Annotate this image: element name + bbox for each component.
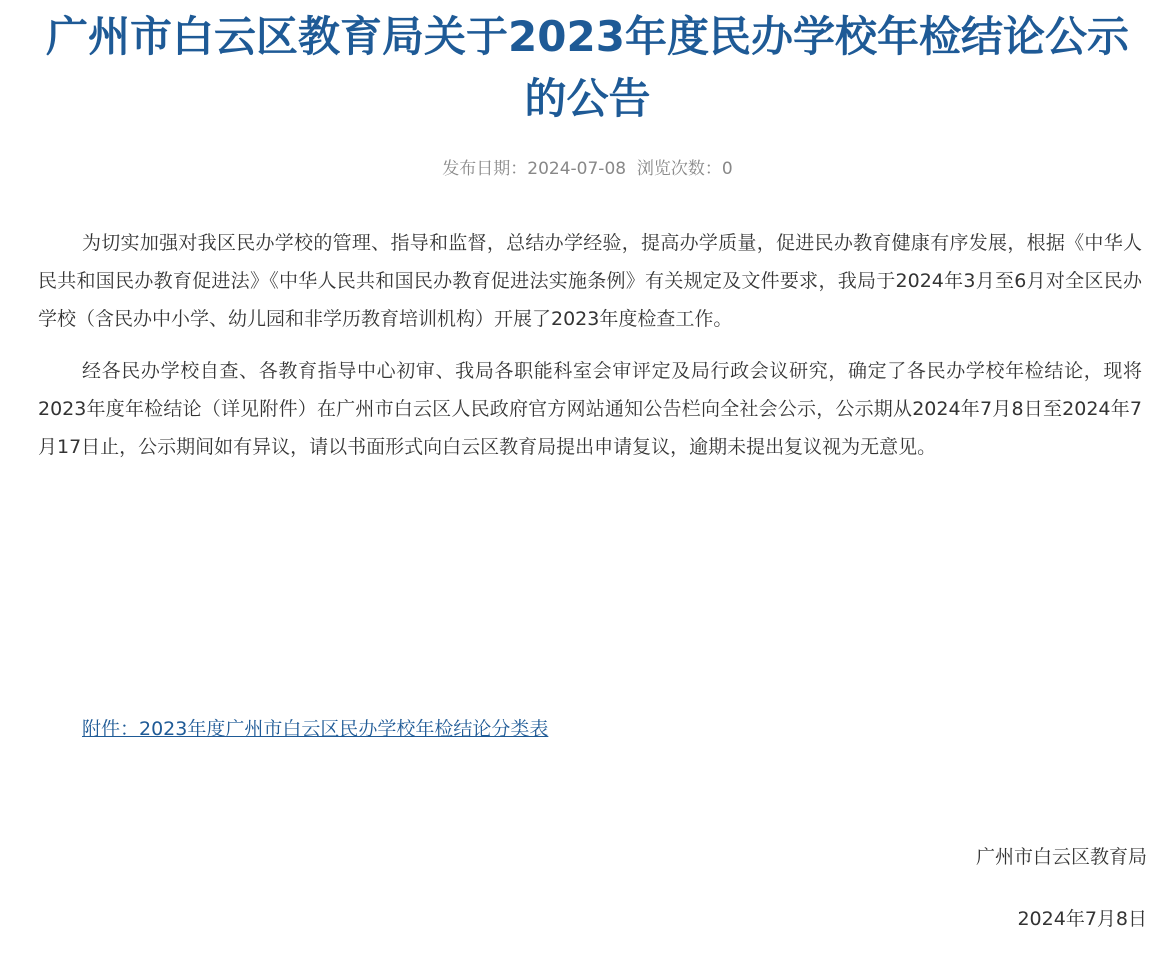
publish-date: 2024-07-08 (527, 159, 627, 179)
article-meta (0, 156, 1175, 182)
body-paragraph: 经各民办学校自查、各教育指导中心初审、我局各职能科室会审评定及局行政会议研究，确定了各民办学校年检结论，现将2023年度年检结论（详见附件）在广州市白云区人民政府官方网站通知公告栏向全社会公示，公示期从2024年7月8日至2024年7月17日止，公示期间如有异议，请以书面形式向白云区教育局提出申请复议，逾期未提出复议视为无意见。 (38, 360, 1142, 458)
view-count-label: 浏览次数： (636, 159, 722, 179)
attachment-link[interactable]: 附件：2023年度广州市白云区民办学校年检结论分类表 (82, 718, 549, 740)
signature-date: 2024年7月8日 (1017, 908, 1147, 930)
body-paragraph: 为切实加强对我区民办学校的管理、指导和监督，总结办学经验，提高办学质量，促进民办教育健康有序发展，根据《中华人民共和国民办教育促进法》《中华人民共和国民办教育促进法实施条例》有关规定及文件要求，我局于2024年3月至6月对全区民办学校（含民办中小学、幼儿园和非学历教育培训机构）开展了2023年度检查工作。 (38, 232, 1142, 330)
article-title: 广州市白云区教育局关于2023年度民办学校年检结论公示的公告 (46, 12, 1129, 123)
view-count: 0 (721, 159, 733, 179)
signature-organization: 广州市白云区教育局 (975, 846, 1147, 868)
article-body (38, 224, 1142, 480)
publish-date-label: 发布日期： (442, 159, 528, 179)
